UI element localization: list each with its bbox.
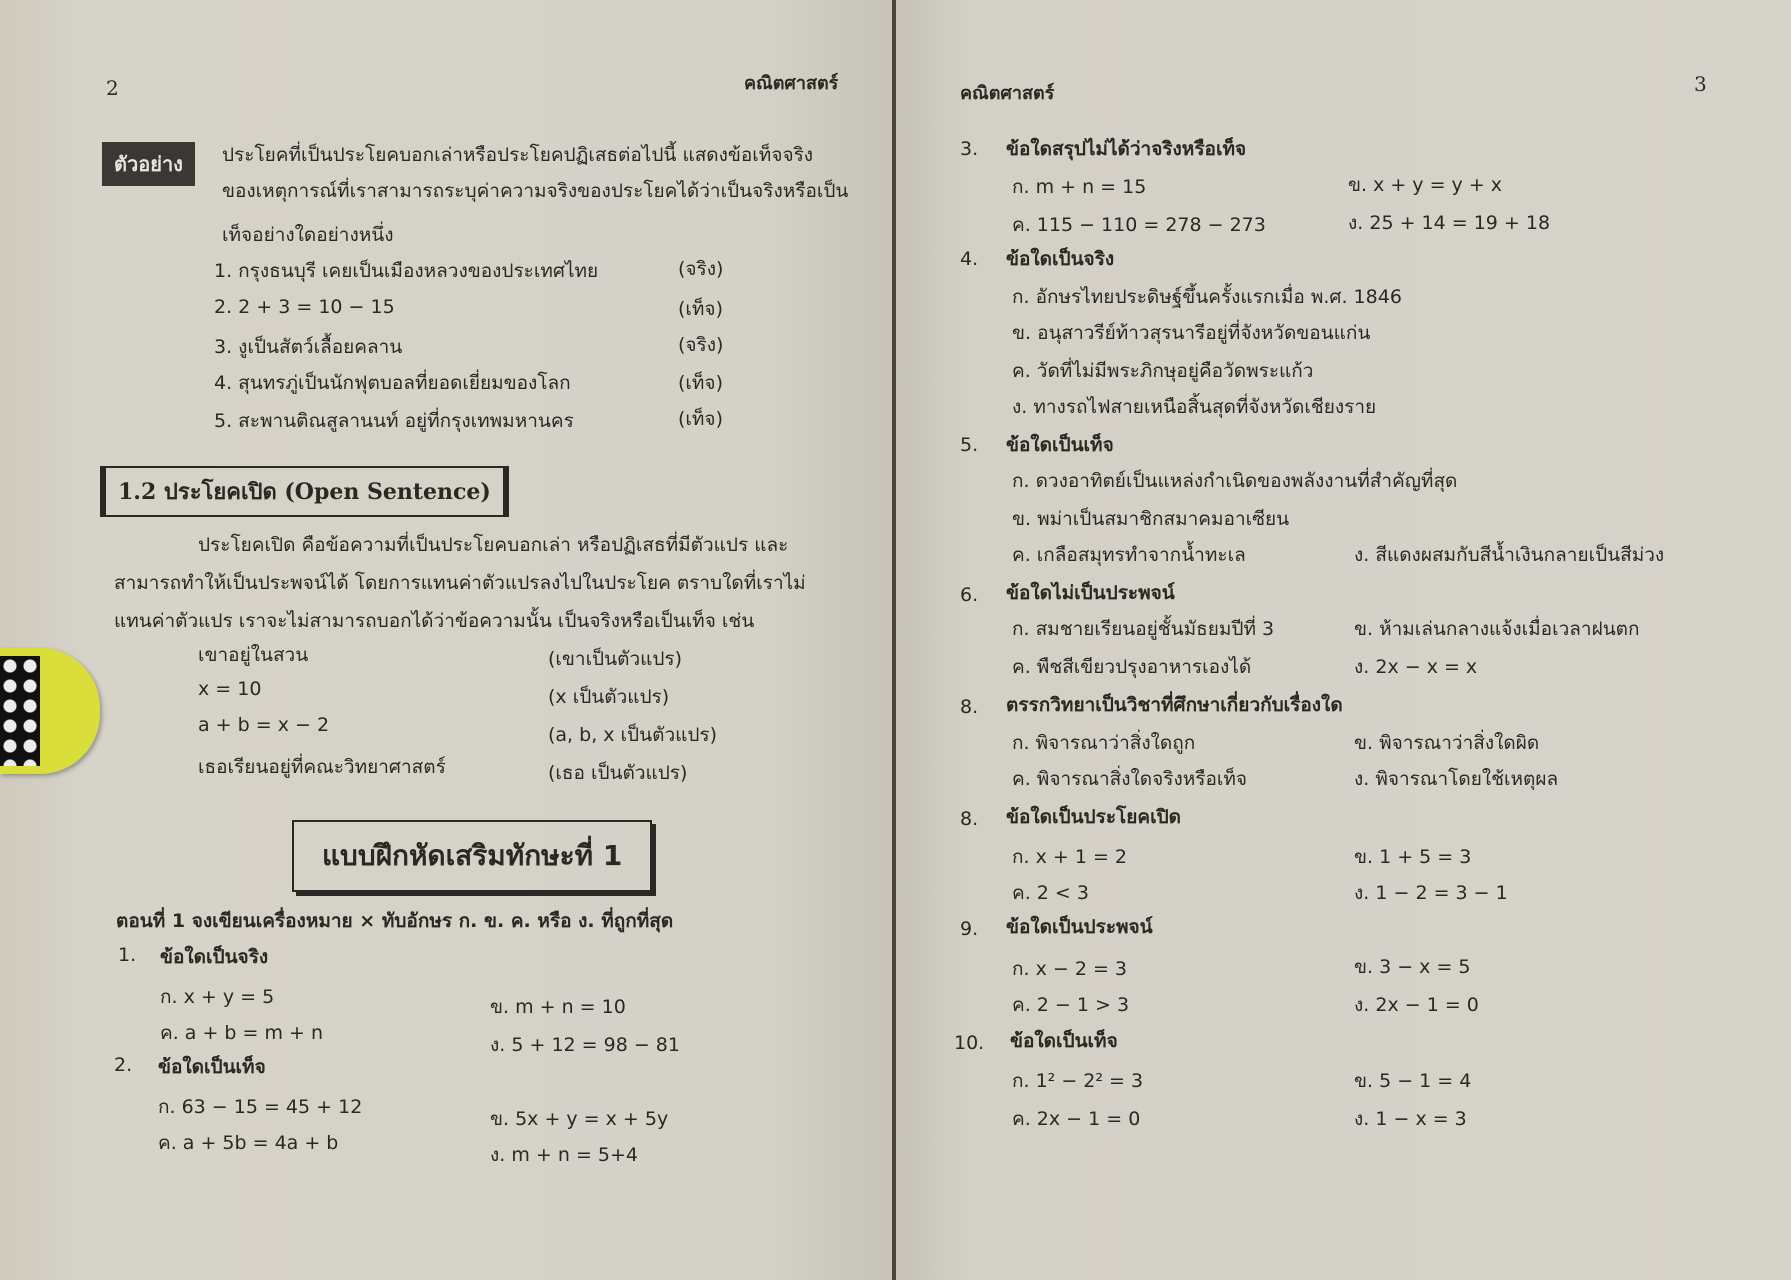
example-value: (เท็จ) [678, 372, 723, 394]
question-number: 1. [118, 944, 137, 966]
open-example-note: (a, b, x เป็นตัวแปร) [548, 724, 718, 746]
running-header: คณิตศาสตร์ [960, 83, 1055, 104]
choice: ก. ดวงอาทิตย์เป็นแหล่งกำเนิดของพลังงานที่สำคัญที่สุด [1012, 470, 1458, 492]
choice: ก. สมชายเรียนอยู่ชั้นมัธยมปีที่ 3 [1012, 618, 1275, 640]
choice: ก. x − 2 = 3 [1012, 958, 1128, 980]
open-example-note: (เขาเป็นตัวแปร) [548, 648, 683, 670]
intro-line: ของเหตุการณ์ที่เราสามารถระบุค่าความจริงของประโยคได้ว่าเป็นจริงหรือเป็น [222, 180, 849, 202]
open-example: x = 10 [198, 678, 262, 700]
choice: ง. 25 + 14 = 19 + 18 [1348, 212, 1551, 234]
example-value: (เท็จ) [678, 298, 723, 320]
example-value: (เท็จ) [678, 408, 723, 430]
question-number: 6. [960, 584, 979, 606]
left-page [0, 0, 894, 1280]
choice: ก. x + 1 = 2 [1012, 846, 1128, 868]
choice: ข. m + n = 10 [490, 996, 626, 1018]
choice: ค. เกลือสมุทรทำจากน้ำทะเล [1012, 544, 1246, 566]
running-header: คณิตศาสตร์ [744, 73, 839, 94]
question-number: 3. [960, 138, 979, 160]
choice: ค. a + 5b = 4a + b [158, 1132, 339, 1154]
example-value: (จริง) [678, 258, 724, 280]
page-number: 3 [1694, 72, 1707, 96]
question-text: ตรรกวิทยาเป็นวิชาที่ศึกษาเกี่ยวกับเรื่องใด [1006, 694, 1343, 716]
question-number: 8. [960, 808, 979, 830]
example-item: 4. สุนทรภู่เป็นนักฟุตบอลที่ยอดเยี่ยมของโลก [214, 372, 571, 394]
section-title: 1.2 ประโยคเปิด (Open Sentence) [104, 466, 505, 517]
open-example: a + b = x − 2 [198, 714, 330, 736]
choice: ค. 2 − 1 > 3 [1012, 994, 1130, 1016]
choice: ค. พิจารณาสิ่งใดจริงหรือเท็จ [1012, 768, 1248, 790]
question-text: ข้อใดเป็นจริง [160, 946, 269, 968]
open-example-note: (เธอ เป็นตัวแปร) [548, 762, 688, 784]
choice: ง. ทางรถไฟสายเหนือสิ้นสุดที่จังหวัดเชียงราย [1012, 396, 1377, 418]
choice: ค. 2 < 3 [1012, 882, 1089, 904]
example-item: 2. 2 + 3 = 10 − 15 [214, 296, 395, 318]
choice: ก. m + n = 15 [1012, 176, 1147, 198]
intro-line: เท็จอย่างใดอย่างหนึ่ง [222, 224, 394, 246]
question-text: ข้อใดสรุปไม่ได้ว่าจริงหรือเท็จ [1006, 138, 1247, 160]
example-item: 5. สะพานติณสูลานนท์ อยู่ที่กรุงเทพมหานคร [214, 410, 574, 432]
choice: ก. 1² − 2² = 3 [1012, 1070, 1144, 1092]
choice: ก. พิจารณาว่าสิ่งใดถูก [1012, 732, 1196, 754]
choice: ง. สีแดงผสมกับสีน้ำเงินกลายเป็นสีม่วง [1354, 544, 1665, 566]
question-text: ข้อใดเป็นเท็จ [158, 1056, 266, 1078]
choice: ก. x + y = 5 [160, 986, 275, 1008]
instruction: ตอนที่ 1 จงเขียนเครื่องหมาย × ทับอักษร ก. ข. ค. หรือ ง. ที่ถูกที่สุด [116, 910, 674, 932]
choice: ค. พืชสีเขียวปรุงอาหารเองได้ [1012, 656, 1252, 678]
example-item: 3. งูเป็นสัตว์เลื้อยคลาน [214, 336, 403, 358]
question-number: 10. [954, 1032, 985, 1054]
right-page [896, 0, 1791, 1280]
choice: ข. 5 − 1 = 4 [1354, 1070, 1472, 1092]
choice: ง. 2x − 1 = 0 [1354, 994, 1479, 1016]
question-text: ข้อใดเป็นเท็จ [1006, 434, 1114, 456]
intro-line: ประโยคที่เป็นประโยคบอกเล่าหรือประโยคปฏิเสธต่อไปนี้ แสดงข้อเท็จจริง [222, 144, 814, 166]
choice: ค. วัดที่ไม่มีพระภิกษุอยู่คือวัดพระแก้ว [1012, 360, 1314, 382]
paragraph-line: สามารถทำให้เป็นประพจน์ได้ โดยการแทนค่าตัวแปรลงไปในประโยค ตราบใดที่เราไม่ [114, 572, 806, 594]
choice: ค. a + b = m + n [160, 1022, 324, 1044]
example-badge: ตัวอย่าง [102, 142, 195, 186]
question-number: 2. [114, 1054, 133, 1076]
choice: ก. 63 − 15 = 45 + 12 [158, 1096, 363, 1118]
question-number: 9. [960, 918, 979, 940]
question-text: ข้อใดเป็นจริง [1006, 248, 1115, 270]
question-text: ข้อใดเป็นประโยคเปิด [1006, 806, 1181, 828]
question-number: 4. [960, 248, 979, 270]
choice: ข. อนุสาวรีย์ท้าวสุรนารีอยู่ที่จังหวัดขอนแก่น [1012, 322, 1371, 344]
choice: ก. อักษรไทยประดิษฐ์ขึ้นครั้งแรกเมื่อ พ.ศ. 1846 [1012, 286, 1402, 308]
question-text: ข้อใดเป็นเท็จ [1010, 1030, 1118, 1052]
choice: ค. 115 − 110 = 278 − 273 [1012, 214, 1266, 236]
choice: ข. พิจารณาว่าสิ่งใดผิด [1354, 732, 1540, 754]
choice: ง. 1 − 2 = 3 − 1 [1354, 882, 1508, 904]
choice: ง. พิจารณาโดยใช้เหตุผล [1354, 768, 1559, 790]
choice: ง. 2x − x = x [1354, 656, 1478, 678]
page-number: 2 [106, 76, 119, 100]
example-item: 1. กรุงธนบุรี เคยเป็นเมืองหลวงของประเทศไทย [214, 260, 599, 282]
choice: ง. 5 + 12 = 98 − 81 [490, 1034, 680, 1056]
paragraph-line: ประโยคเปิด คือข้อความที่เป็นประโยคบอกเล่า หรือปฏิเสธที่มีตัวแปร และ [198, 534, 789, 556]
choice: ค. 2x − 1 = 0 [1012, 1108, 1141, 1130]
choice: ข. 5x + y = x + 5y [490, 1108, 669, 1130]
open-example: เธอเรียนอยู่ที่คณะวิทยาศาสตร์ [198, 756, 446, 778]
question-text: ข้อใดไม่เป็นประพจน์ [1006, 582, 1175, 604]
exercise-title: แบบฝึกหัดเสริมทักษะที่ 1 [292, 820, 652, 892]
example-value: (จริง) [678, 334, 724, 356]
question-number: 8. [960, 696, 979, 718]
choice: ข. 1 + 5 = 3 [1354, 846, 1472, 868]
paragraph-line: แทนค่าตัวแปร เราจะไม่สามารถบอกได้ว่าข้อความนั้น เป็นจริงหรือเป็นเท็จ เช่น [114, 610, 755, 632]
open-example-note: (x เป็นตัวแปร) [548, 686, 670, 708]
clip-pattern [0, 656, 40, 766]
choice: ข. x + y = y + x [1348, 174, 1503, 196]
choice: ข. พม่าเป็นสมาชิกสมาคมอาเซียน [1012, 508, 1290, 530]
choice: ข. 3 − x = 5 [1354, 956, 1471, 978]
choice: ข. ห้ามเล่นกลางแจ้งเมื่อเวลาฝนตก [1354, 618, 1640, 640]
choice: ง. m + n = 5+4 [490, 1144, 639, 1166]
question-text: ข้อใดเป็นประพจน์ [1006, 916, 1153, 938]
choice: ง. 1 − x = 3 [1354, 1108, 1467, 1130]
question-number: 5. [960, 434, 979, 456]
open-example: เขาอยู่ในสวน [198, 644, 309, 666]
